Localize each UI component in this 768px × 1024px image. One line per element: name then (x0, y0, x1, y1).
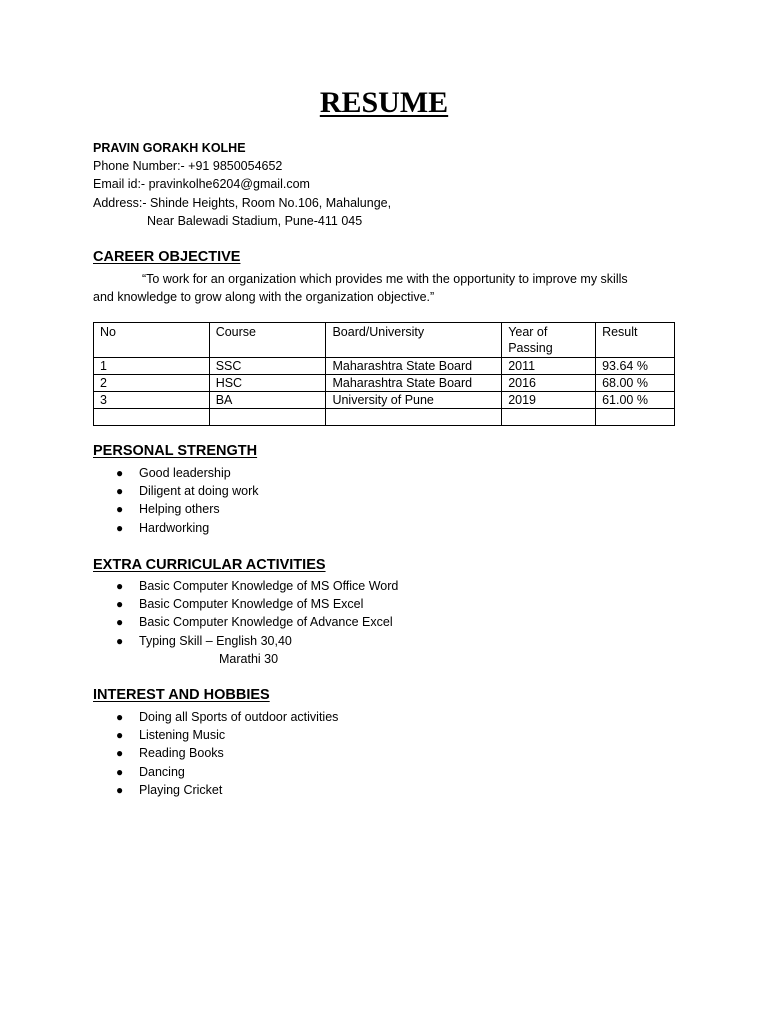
header-result: Result (596, 323, 675, 358)
cell-empty (209, 409, 326, 426)
list-item: ● Helping others (113, 500, 259, 518)
cell-result: 93.64 % (596, 358, 675, 375)
cell-result: 61.00 % (596, 392, 675, 409)
header-year: Year of Passing (502, 323, 596, 358)
cell-year: 2011 (502, 358, 596, 375)
contact-block (93, 139, 391, 230)
resume-title (0, 86, 768, 120)
cell-empty (502, 409, 596, 426)
interests-list (113, 708, 338, 799)
bullet-icon: ● (116, 633, 124, 648)
interests-heading: INTEREST AND HOBBIES (93, 687, 270, 703)
cell-course: HSC (209, 375, 326, 392)
personal-strength-list (113, 464, 259, 537)
list-item: ● Hardworking (113, 519, 259, 537)
cell-no: 1 (94, 358, 210, 375)
career-objective-text (93, 270, 673, 306)
list-item: ● Basic Computer Knowledge of Advance Excel (113, 613, 398, 631)
cell-empty (596, 409, 675, 426)
extra-curricular-heading: EXTRA CURRICULAR ACTIVITIES (93, 557, 326, 573)
cell-no: 3 (94, 392, 210, 409)
bullet-icon: ● (116, 764, 124, 779)
cell-board: Maharashtra State Board (326, 375, 502, 392)
header-board: Board/University (326, 323, 502, 358)
address-line-2: Near Balewadi Stadium, Pune-411 045 (147, 213, 363, 228)
bullet-icon: ● (116, 579, 124, 593)
address-line-1: Address:- Shinde Heights, Room No.106, Mahalunge, (93, 195, 392, 210)
candidate-name: PRAVIN GORAKH KOLHE (93, 141, 246, 155)
header-course: Course (209, 323, 326, 358)
list-item: ● Typing Skill – English 30,40 Marathi 30 (113, 632, 398, 668)
bullet-icon: ● (116, 466, 124, 480)
cell-board: Maharashtra State Board (326, 358, 502, 375)
list-item: ● Basic Computer Knowledge of MS Office Word (113, 577, 398, 595)
bullet-icon: ● (116, 782, 124, 797)
cell-year: 2019 (502, 392, 596, 409)
typing-skill-marathi: Marathi 30 (219, 651, 279, 666)
cell-course: BA (209, 392, 326, 409)
list-item: ● Playing Cricket (113, 781, 338, 799)
bullet-icon: ● (116, 710, 124, 724)
cell-no: 2 (94, 375, 210, 392)
cell-result: 68.00 % (596, 375, 675, 392)
bullet-icon: ● (116, 520, 124, 535)
list-item: ● Basic Computer Knowledge of MS Excel (113, 595, 398, 613)
resume-title-text: RESUME (319, 86, 449, 119)
bullet-icon: ● (116, 615, 124, 630)
career-objective-line-2: and knowledge to grow along with the organization objective.” (93, 290, 435, 305)
career-objective-heading: CAREER OBJECTIVE (93, 249, 241, 265)
list-item: ● Diligent at doing work (113, 482, 259, 500)
bullet-icon: ● (116, 728, 124, 743)
bullet-icon: ● (116, 502, 124, 517)
bullet-icon: ● (116, 746, 124, 761)
education-table (93, 322, 675, 426)
bullet-icon: ● (116, 484, 124, 499)
extra-curricular-list (113, 577, 398, 668)
career-objective-line-1: “To work for an organization which provides me with the opportunity to improve my skills (142, 272, 628, 286)
email-id: Email id:- pravinkolhe6204@gmail.com (93, 177, 310, 192)
cell-empty (326, 409, 502, 426)
education-table-header (94, 323, 675, 358)
list-item: ● Doing all Sports of outdoor activities (113, 708, 338, 726)
bullet-icon: ● (116, 597, 124, 612)
cell-course: SSC (209, 358, 326, 375)
list-item: ● Good leadership (113, 464, 259, 482)
list-item: ● Listening Music (113, 726, 338, 744)
cell-board: University of Pune (326, 392, 502, 409)
table-row (94, 375, 675, 392)
cell-empty (94, 409, 210, 426)
phone-number: Phone Number:- +91 9850054652 (93, 159, 283, 174)
list-item: ● Reading Books (113, 744, 338, 762)
cell-year: 2016 (502, 375, 596, 392)
table-row (94, 358, 675, 375)
list-item: ● Dancing (113, 763, 338, 781)
table-row (94, 392, 675, 409)
personal-strength-heading: PERSONAL STRENGTH (93, 443, 258, 459)
table-row-empty (94, 409, 675, 426)
header-no: No (94, 323, 210, 358)
